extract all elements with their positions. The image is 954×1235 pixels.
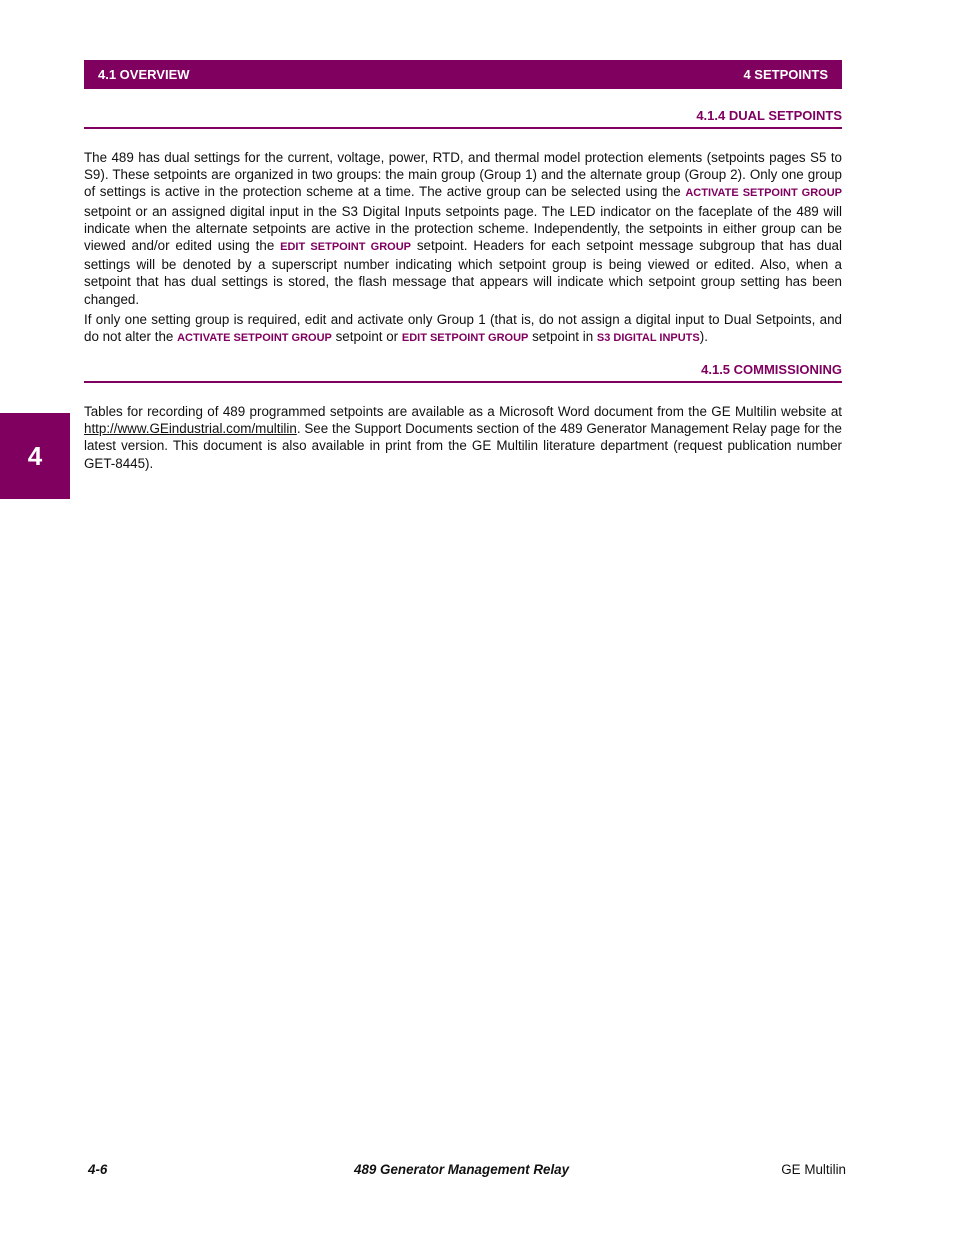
setpoint-ref-activate-group: ACTIVATE SETPOINT GROUP: [685, 187, 843, 200]
footer-brand: GE Multilin: [781, 1162, 846, 1177]
header-chapter: 4 SETPOINTS: [743, 67, 828, 82]
section-rule: [84, 381, 842, 383]
dual-setpoints-paragraph-2: If only one setting group is required, edit and activate only Group 1 (that is, do not assign a digital input to Dual Setpoints, and do not alter the ACTIVATE SETPOINT GROUP setpoint or EDIT SETPOINT GROUP setpoint in S3 DIGITAL INPUTS).: [84, 312, 842, 345]
setpoint-ref-edit-group: EDIT SETPOINT GROUP: [280, 241, 411, 254]
section-rule: [84, 127, 842, 129]
setpoint-ref-activate-group: ACTIVATE SETPOINT GROUP: [177, 332, 332, 345]
commissioning-paragraph: Tables for recording of 489 programmed setpoints are available as a Microsoft Word document from the GE Multilin website at http://www.GEindustrial.com/multilin. See the Support Documents section of the 489 Generator Management Relay page for the latest version. This document is also available in print from the GE Multilin literature department (request publication number GET-8445).: [84, 404, 842, 471]
website-link[interactable]: http://www.GEindustrial.com/multilin: [84, 421, 297, 437]
setpoint-ref-edit-group: EDIT SETPOINT GROUP: [401, 332, 529, 345]
dual-setpoints-paragraph-1: The 489 has dual settings for the current, voltage, power, RTD, and thermal model protection elements (setpoints pages S5 to S9). These setpoints are organized in two groups: the main group (Group 1) and the alternate group (Group 2). Only one group of settings is active in the protection scheme at a time. The active group can be selected using the ACTIVATE SETPOINT GROUP setpoint or an assigned digital input in the S3 Digital Inputs setpoints page. The LED indicator on the faceplate of the 489 will indicate when the alternate setpoints are active in the protection scheme. Independently, the setpoints in either group can be viewed and/or edited using the EDIT SETPOINT GROUP setpoint. Headers for each setpoint message subgroup that has dual settings will be denoted by a superscript number indicating which setpoint group is being viewed or edited. Also, when a setpoint that has dual settings is stored, the flash message that appears will indicate which setpoint group setting has been changed.: [84, 150, 843, 307]
header-bar: [84, 60, 842, 89]
footer-page-number: 4-6: [88, 1162, 108, 1177]
setpoint-ref-s3-digital-inputs: S3 DIGITAL INPUTS: [596, 332, 700, 345]
header-section: 4.1 OVERVIEW: [98, 67, 190, 82]
chapter-tab: 4: [0, 413, 70, 499]
section-title-commissioning: 4.1.5 COMMISSIONING: [701, 362, 842, 377]
footer-document-title: 489 Generator Management Relay: [354, 1162, 570, 1177]
section-title-dual-setpoints: 4.1.4 DUAL SETPOINTS: [696, 108, 842, 123]
